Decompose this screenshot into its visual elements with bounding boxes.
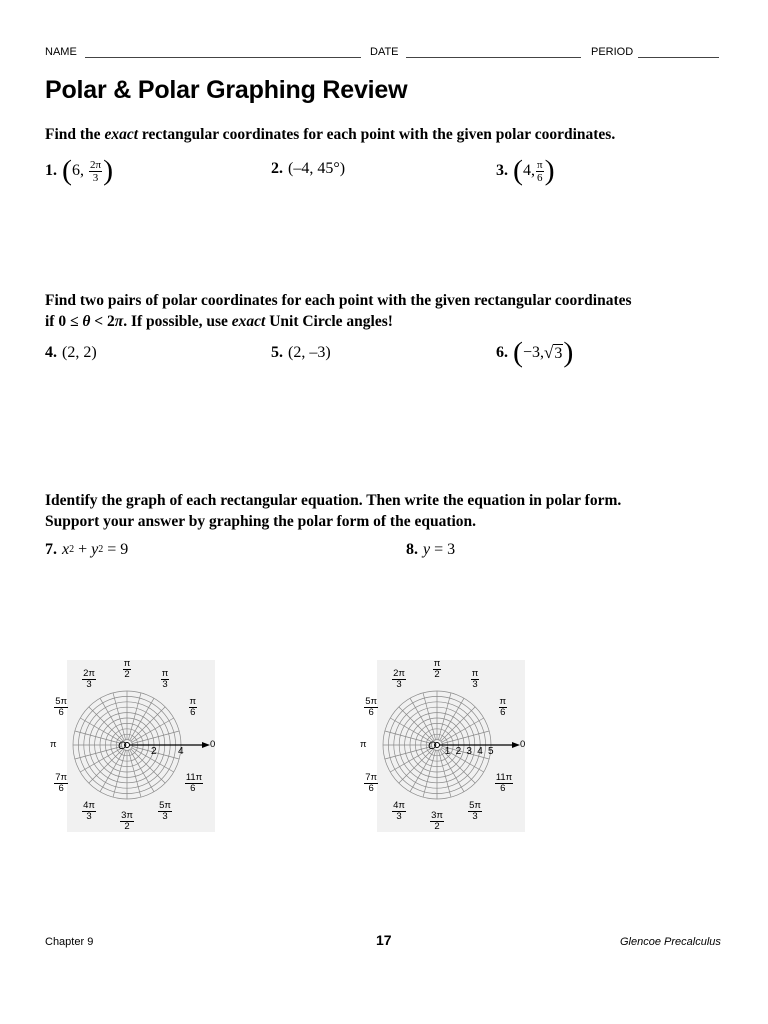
coord-value: (2, –3) xyxy=(288,344,331,361)
angle-label: 5π 3 xyxy=(469,799,481,822)
angle-label: 0 xyxy=(520,739,526,750)
period-label: PERIOD xyxy=(591,46,634,58)
instruction-text: rectangular coordinates for each point with the given polar coordinates. xyxy=(138,126,616,143)
problem-number: 1. xyxy=(45,162,57,179)
problem-3: 3. ( 4, $\frac{\pi}{6}$ ) xyxy=(496,154,555,187)
tick-label: 2 xyxy=(151,746,157,757)
coord-value: (2, 2) xyxy=(62,344,97,361)
instruction-line: if 0 ≤ θ < 2π. If possible, use exact Unit Circle angles! xyxy=(45,313,393,330)
section1-instruction xyxy=(45,124,615,145)
instruction-text: Find the xyxy=(45,126,105,143)
angle-label: 4π 3 xyxy=(83,799,95,822)
problem-number: 5. xyxy=(271,344,283,361)
name-label: NAME xyxy=(45,46,77,58)
origin-label: O xyxy=(428,740,437,752)
angle-label: 7π 6 xyxy=(365,772,378,794)
problem-number: 2. xyxy=(271,160,283,177)
instruction-emphasis: exact xyxy=(104,126,139,143)
coord-value: 4, xyxy=(523,162,535,179)
tick-label: 4 xyxy=(178,746,184,757)
problem-number: 4. xyxy=(45,344,57,361)
problem-number: 6. xyxy=(496,344,508,361)
tick-label: 1 xyxy=(444,746,451,757)
polar-graph-2[interactable] xyxy=(355,650,535,840)
angle-label: π 6 xyxy=(499,696,507,718)
problem-2 xyxy=(271,160,345,178)
problem-8: 8. y = 3 xyxy=(406,541,456,558)
problem-number: 8. xyxy=(406,541,418,558)
footer-chapter: Chapter 9 xyxy=(45,936,94,948)
header-row xyxy=(45,46,725,62)
coord-value: −3, xyxy=(523,344,545,361)
section2-instruction xyxy=(45,290,632,332)
instruction-line: Find two pairs of polar coordinates for each point with the given rectangular coordinates xyxy=(45,292,632,309)
angle-label: π 2 xyxy=(433,658,441,680)
angle-label: π 3 xyxy=(161,668,169,691)
angle-label: 11π 6 xyxy=(495,772,513,794)
problem-6: 6. ( −3, √ 3 ) xyxy=(496,336,574,369)
problem-number: 3. xyxy=(496,162,508,179)
angle-label: 0 xyxy=(210,739,216,750)
angle-label: 4π 3 xyxy=(393,799,405,822)
tick-label: 2 xyxy=(455,746,462,757)
page-title: Polar & Polar Graphing Review xyxy=(45,76,408,104)
angle-label: 11π 6 xyxy=(185,772,203,794)
problem-7: 7. x 2 + y 2 = 9 xyxy=(45,541,129,558)
polar-grid[interactable] xyxy=(355,650,535,840)
tick-label: 3 xyxy=(466,746,472,757)
angle-label: π xyxy=(50,739,57,750)
fraction: $\frac{2\pi}{3}$ xyxy=(90,158,102,184)
angle-label: 5π 6 xyxy=(55,696,68,718)
page-number: 17 xyxy=(376,932,392,948)
square-root: √ 3 xyxy=(544,343,563,362)
footer-book-title: Glencoe Precalculus xyxy=(620,936,721,948)
instruction-line: Identify the graph of each rectangular equation. Then write the equation in polar form. xyxy=(45,492,622,509)
angle-label: 3π 2 xyxy=(121,810,133,832)
angle-label: π 2 xyxy=(123,658,131,680)
angle-label: π xyxy=(360,739,367,750)
problem-5 xyxy=(271,344,331,362)
problem-4 xyxy=(45,344,97,362)
fraction: $\frac{\pi}{6}$ xyxy=(537,158,543,184)
tick-label: 5 xyxy=(488,746,494,757)
date-label: DATE xyxy=(370,46,399,58)
angle-label: 5π 6 xyxy=(365,696,378,718)
angle-label: 3π 2 xyxy=(431,810,443,832)
problem-1: 1. ( 6, $\frac{2\pi}{3}$ ) xyxy=(45,154,114,187)
angle-label: 2π 3 xyxy=(393,668,405,691)
polar-grid[interactable] xyxy=(45,650,225,840)
tick-label: 4 xyxy=(477,746,483,757)
coord-value: 6, xyxy=(72,162,84,179)
origin-label: O xyxy=(118,740,127,752)
angle-label: π 6 xyxy=(189,696,197,718)
angle-label: 5π 3 xyxy=(159,799,171,822)
angle-label: 2π 3 xyxy=(83,668,95,691)
section3-instruction xyxy=(45,490,621,532)
problem-number: 7. xyxy=(45,541,57,558)
angle-label: π 3 xyxy=(471,668,479,691)
instruction-line: Support your answer by graphing the polar form of the equation. xyxy=(45,513,477,530)
polar-graph-1[interactable] xyxy=(45,650,225,840)
coord-value: (–4, 45°) xyxy=(288,160,346,177)
angle-label: 7π 6 xyxy=(55,772,68,794)
